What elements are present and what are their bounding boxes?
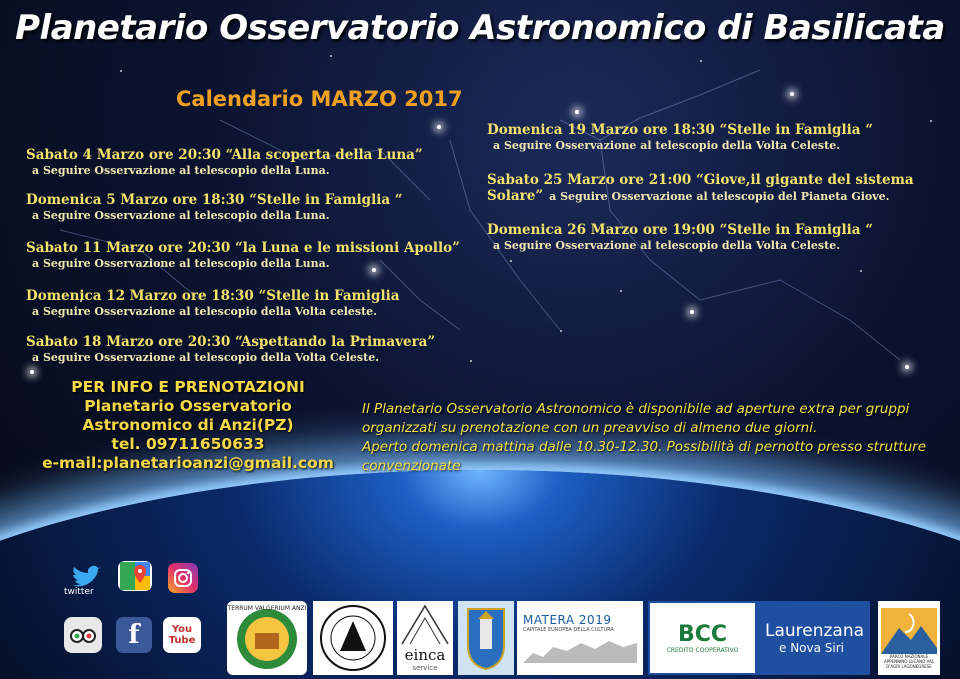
laurenzana-block bbox=[757, 603, 868, 673]
calendar-subtitle: Calendario MARZO 2017 bbox=[176, 87, 463, 111]
event-detail: a Seguire Osservazione al telescopio della Luna. bbox=[32, 257, 330, 270]
terrum-text: TERRUM VALGERIUM ANZI bbox=[227, 605, 307, 612]
twitter-label: twitter bbox=[64, 587, 94, 597]
event-title: Sabato 11 Marzo ore 20:30 “la Luna e le missioni Apollo” bbox=[26, 240, 460, 256]
star bbox=[620, 290, 622, 292]
event-detail: a Seguire Osservazione al telescopio della Volta Celeste. bbox=[493, 239, 841, 252]
notice-line: Il Planetario Osservatorio Astronomico è disponibile ad aperture extra per gruppi bbox=[362, 401, 910, 417]
star bbox=[510, 260, 512, 262]
info-heading: PER INFO E PRENOTAZIONI bbox=[71, 378, 305, 396]
info-email[interactable]: e-mail:planetarioanzi@gmail.com bbox=[42, 454, 334, 472]
star bbox=[470, 360, 472, 362]
bcc-laurenzana-logo bbox=[648, 601, 870, 675]
info-phone: tel. 09711650633 bbox=[111, 435, 265, 453]
tripadvisor-icon[interactable] bbox=[64, 617, 102, 653]
event-item bbox=[487, 172, 914, 205]
notice-line: Aperto domenica mattina dalle 10.30-12.30. Possibilità di pernotto presso strutture bbox=[362, 439, 927, 455]
event-item bbox=[26, 334, 435, 366]
event-title: Domenica 5 Marzo ore 18:30 “Stelle in Famiglia “ bbox=[26, 192, 403, 208]
event-item bbox=[487, 222, 873, 254]
star bbox=[120, 70, 122, 72]
facebook-icon[interactable]: f bbox=[116, 617, 152, 653]
star bbox=[690, 310, 694, 314]
page-title: Planetario Osservatorio Astronomico di Basilicata bbox=[15, 8, 945, 48]
terrum-logo bbox=[227, 601, 307, 675]
event-title: Sabato 25 Marzo ore 21:00 “Giove,il gigante del sistema bbox=[487, 172, 914, 188]
matera-2019-logo bbox=[517, 601, 643, 675]
bcc-subtext: CREDITO COOPERATIVO bbox=[666, 647, 739, 654]
event-title: Domenica 26 Marzo ore 19:00 “Stelle in Famiglia “ bbox=[487, 222, 873, 238]
notice-line: convenzionate bbox=[362, 458, 461, 474]
event-detail: a Seguire Osservazione al telescopio della Volta celeste. bbox=[32, 305, 377, 318]
youtube-icon[interactable]: You Tube bbox=[163, 617, 201, 653]
event-item bbox=[26, 288, 400, 320]
star bbox=[930, 120, 932, 122]
contact-info bbox=[28, 378, 348, 473]
einca-logo bbox=[397, 601, 453, 675]
observatory-seal-logo bbox=[313, 601, 393, 675]
parco-nazionale-logo bbox=[878, 601, 940, 675]
laurenzana-text: Laurenzana bbox=[765, 621, 865, 641]
event-detail: a Seguire Osservazione al telescopio della Luna. bbox=[32, 164, 330, 177]
event-title: Sabato 4 Marzo ore 20:30 “Alla scoperta della Luna” bbox=[26, 147, 423, 163]
star bbox=[905, 365, 909, 369]
event-title: Domenica 19 Marzo ore 18:30 “Stelle in Famiglia “ bbox=[487, 122, 873, 138]
availability-notice bbox=[362, 400, 952, 476]
bcc-text: BCC bbox=[677, 622, 728, 647]
bcc-block bbox=[650, 603, 757, 673]
star bbox=[700, 60, 702, 62]
event-item bbox=[26, 240, 460, 272]
laurenzana-subtext: e Nova Siri bbox=[779, 641, 845, 655]
event-detail: a Seguire Osservazione al telescopio della Volta Celeste. bbox=[32, 351, 380, 364]
einca-text: einca bbox=[404, 646, 446, 664]
event-title: Sabato 18 Marzo ore 20:30 “Aspettando la Primavera” bbox=[26, 334, 436, 350]
event-detail: a Seguire Osservazione al telescopio della Volta Celeste. bbox=[493, 139, 841, 152]
star bbox=[560, 330, 562, 332]
event-detail: a Seguire Osservazione al telescopio del Pianeta Giove. bbox=[549, 190, 890, 203]
matera-subtext: CAPITALE EUROPEA DELLA CULTURA bbox=[523, 627, 614, 633]
parco-text: PARCO NAZIONALE APPENNINO LUCANO VAL D'AGRI LAGONEGRESE bbox=[883, 653, 934, 669]
event-detail: a Seguire Osservazione al telescopio della Luna. bbox=[32, 209, 330, 222]
event-item bbox=[26, 192, 403, 224]
event-title: Domenica 12 Marzo ore 18:30 “Stelle in Famiglia bbox=[26, 288, 400, 304]
einca-subtext: service bbox=[412, 664, 438, 672]
star bbox=[330, 55, 332, 57]
event-title-continued: Solare” bbox=[487, 188, 544, 204]
notice-line: organizzati su prenotazione con un preavviso di almeno due giorni. bbox=[362, 420, 818, 436]
event-item bbox=[487, 122, 873, 154]
info-name-line2: Astronomico di Anzi(PZ) bbox=[82, 416, 294, 434]
star bbox=[30, 370, 34, 374]
instagram-icon[interactable] bbox=[168, 563, 198, 593]
star bbox=[575, 110, 579, 114]
google-maps-icon[interactable] bbox=[118, 561, 152, 591]
star bbox=[860, 270, 862, 272]
event-item bbox=[26, 147, 423, 179]
info-name-line1: Planetario Osservatorio bbox=[84, 397, 292, 415]
star bbox=[437, 125, 441, 129]
municipal-crest-logo bbox=[458, 601, 514, 675]
star bbox=[790, 92, 794, 96]
matera-text: MATERA 2019 bbox=[523, 613, 612, 627]
